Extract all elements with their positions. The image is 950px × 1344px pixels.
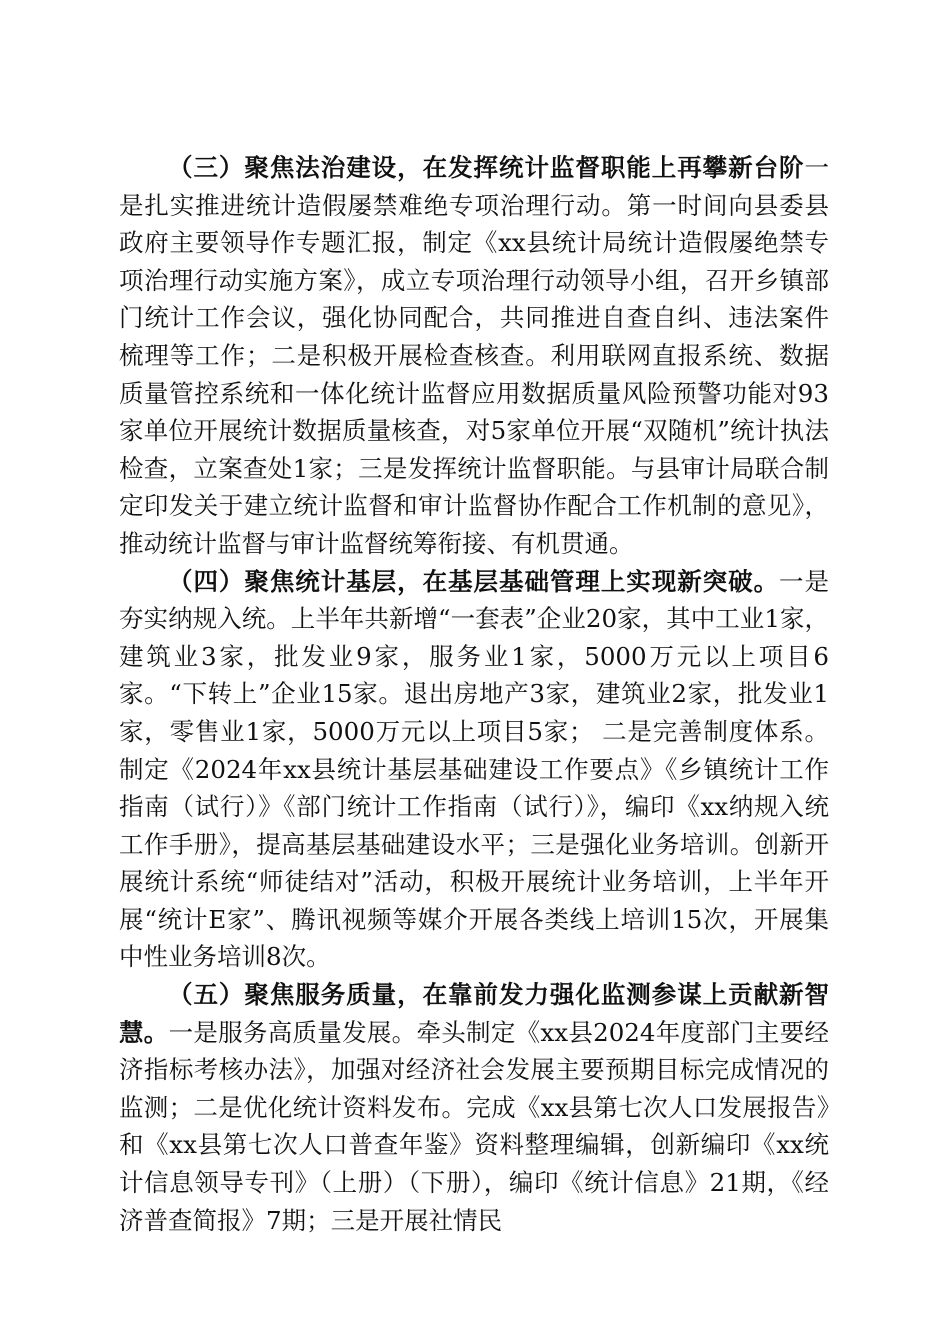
section-4-heading: （四）聚焦统计基层，在基层基础管理上实现新突破。: [168, 566, 780, 596]
section-4-body: 一是夯实纳规入统。上半年共新增“一套表”企业20家，其中工业1家，建筑业3家，批发业9家，服务业1家，5000万元以上项目6家。“下转上”企业15家。退出房地产3家，建筑业2家，批发业1家，零售业1家，5000万元以上项目5家； 二是完善制度体系。制定《2024年xx县统计基层基础建设工作要点》《乡镇统计工作指南（试行）》《部门统计工作指南（试行）》，编印《xx纳规入统工作手册》，提高基层基础建设水平；三是强化业务培训。创新开展统计系统“师徒结对”活动，积极开展统计业务培训，上半年开展“统计E家”、腾讯视频等媒介开展各类线上培训15次，开展集中性业务培训8次。: [119, 566, 830, 972]
section-3: [119, 149, 829, 563]
section-3-body: 一是扎实推进统计造假屡禁难绝专项治理行动。第一时间向县委县政府主要领导作专题汇报，制定《xx县统计局统计造假屡绝禁专项治理行动实施方案》，成立专项治理行动领导小组，召开乡镇部门统计工作会议，强化协同配合，共同推进自查自纠、违法案件梳理等工作；二是积极开展检查核查。利用联网直报系统、数据质量管控系统和一体化统计监督应用数据质量风险预警功能对93家单位开展统计数据质量核查，对5家单位开展“双随机”统计执法检查，立案查处1家；三是发挥统计监督职能。与县审计局联合制定印发关于建立统计监督和审计监督协作配合工作机制的意见》，推动统计监督与审计监督统筹衔接、有机贯通。: [119, 153, 829, 558]
section-5-body: 一是服务高质量发展。牵头制定《xx县2024年度部门主要经济指标考核办法》，加强对经济社会发展主要预期目标完成情况的监测；二是优化统计资料发布。完成《xx县第七次人口发展报告》和《xx县第七次人口普查年鉴》资料整理编辑，创新编印《xx统计信息领导专刊》（上册）（下册），编印《统计信息》21期，《经济普查简报》7期；三是开展社情民: [119, 1017, 829, 1235]
section-5-heading: （五）聚焦服务质量，在靠前发力强化监测参谋上贡献新智慧。: [119, 980, 829, 1047]
section-4: [119, 563, 829, 977]
section-5: [119, 976, 829, 1239]
document-body: [119, 149, 829, 1239]
section-3-heading: （三）聚焦法治建设，在发挥统计监督职能上再攀新台阶: [168, 153, 805, 182]
